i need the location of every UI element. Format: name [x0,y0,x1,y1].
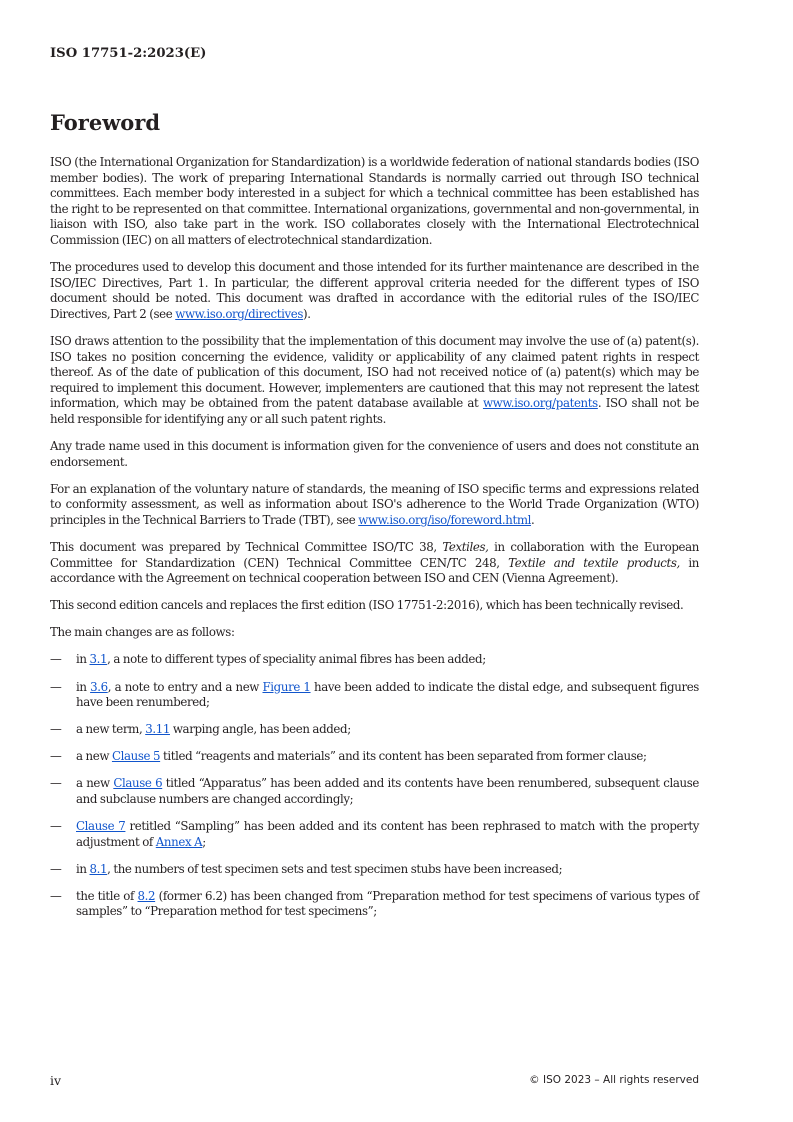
text: , the numbers of test specimen sets and test specimen stubs have been increased; [107,861,563,876]
patents-link[interactable]: www.iso.org/patents [482,396,598,411]
paragraph: The main changes are as follows: [50,625,235,640]
dash-bullet: — [50,819,62,834]
text: have been added to indicate the distal edge, and subsequent figures have been renumbered; [76,679,699,710]
text: The procedures used to develop this document and those intended for its further maintenance are described in the ISO/IEC Directives, Part 1. In particular, the different approval criteria needed for the different types of ISO document should be noted. This document was drafted in accordance with the editorial rules of the ISO/IEC Directives, Part 2 (see [50,260,699,321]
text: the title of [76,888,138,903]
text: This document was prepared by Technical Committee ISO/TC 38, [50,539,443,554]
annex-link[interactable]: Annex A [155,834,203,849]
text: ISO draws attention to the possibility that the implementation of this document may involve the use of (a) patent(s). ISO takes no position concerning the evidence, validity or applicability of any claimed patent rights in respect thereof. As of the date of publication of this document, ISO had not received notice of (a) patent(s) which may be required to implement this document. However, implementers are cautioned that this may not represent the latest information, which may be obtained from the patent database available at [50,333,699,411]
text: warping angle, has been added; [169,722,351,737]
clause-link[interactable]: 3.6 [90,679,108,694]
clause-link[interactable]: Clause 7 [76,819,126,834]
text: ; [202,834,206,849]
figure-link[interactable]: Figure 1 [262,679,311,694]
committee-title: Textile and textile products, [508,555,680,570]
list-item [50,862,699,878]
list-item [50,652,699,668]
list-item [50,819,699,850]
text: (former 6.2) has been changed from “Preparation method for test specimens of various types of samples” to “Preparation method for test specimens”; [76,888,699,919]
list-item [50,776,699,807]
dash-bullet: — [50,679,62,694]
dash-bullet: — [50,652,62,667]
list-item [50,889,699,920]
paragraph: ISO (the International Organization for Standardization) is a worldwide federation of national standards bodies (ISO member bodies). The work of preparing International Standards is normally carried out through ISO technical committees. Each member body interested in a subject for which a technical committee has been established has the right to be represented on that committee. International organizations, governmental and non-governmental, in liaison with ISO, also take part in the work. ISO collaborates closely with the International Electrotechnical Commission (IEC) on all matters of electrotechnical standardization. [50,155,699,247]
list-item [50,680,699,711]
clause-link[interactable]: Clause 6 [113,776,163,791]
text: , a note to entry and a new [107,679,263,694]
dash-bullet: — [50,888,62,903]
dash-bullet: — [50,861,62,876]
text: in accordance with the Agreement on technical cooperation between ISO and CEN (Vienna Agreement). [50,555,699,586]
committee-title: Textiles, [442,539,489,554]
paragraph [50,482,699,529]
paragraph [50,334,699,428]
foreword-body [50,155,699,932]
list-item [50,749,699,765]
text: , a note to different types of speciality animal fibres has been added; [107,652,486,667]
dash-bullet: — [50,776,62,791]
clause-link[interactable]: 3.1 [89,652,108,667]
text: in [76,652,90,667]
text: a new [76,749,112,764]
page-number: iv [50,1073,62,1088]
dash-bullet: — [50,722,62,737]
text: . [531,512,535,527]
copyright-notice: © ISO 2023 – All rights reserved [529,1074,699,1086]
paragraph: Any trade name used in this document is information given for the convenience of users and does not constitute an endorsement. [50,439,699,469]
paragraph [50,540,699,587]
text: . ISO shall not be held responsible for identifying any or all such patent rights. [50,396,699,426]
changes-list [50,652,699,920]
text: For an explanation of the voluntary nature of standards, the meaning of ISO specific terms and expressions related to conformity assessment, as well as information about ISO's adherence to the World Trade Organization (WTO) principles in the Technical Barriers to Trade (TBT), see [50,481,699,527]
paragraph [50,260,699,322]
text: in collaboration with the European Committee for Standardization (CEN) Technical Committee CEN/TC 248, [50,539,699,570]
clause-link[interactable]: 3.11 [145,722,170,737]
clause-link[interactable]: Clause 5 [111,749,161,764]
text: in [76,679,91,694]
foreword-link[interactable]: www.iso.org/iso/foreword.html [358,512,532,527]
text: retitled “Sampling” has been added and its content has been rephrased to match with the property adjustment of [76,819,699,849]
clause-link[interactable]: 8.2 [137,888,156,903]
directives-link[interactable]: www.iso.org/directives [175,306,304,321]
text: in [76,861,90,876]
text: a new [76,776,114,791]
page-title: Foreword [50,110,161,135]
text: ). [303,306,311,321]
text: titled “Apparatus” has been added and its contents have been renumbered, subsequent clause and subclause numbers are changed accordingly; [76,776,699,806]
dash-bullet: — [50,749,62,764]
text: titled “reagents and materials” and its content has been separated from former clause; [160,749,647,764]
text: a new term, [76,722,146,737]
paragraph: This second edition cancels and replaces the first edition (ISO 17751-2:2016), which has been technically revised. [50,598,684,613]
document-id: ISO 17751-2:2023(E) [50,46,207,61]
clause-link[interactable]: 8.1 [89,861,108,876]
list-item [50,722,699,738]
